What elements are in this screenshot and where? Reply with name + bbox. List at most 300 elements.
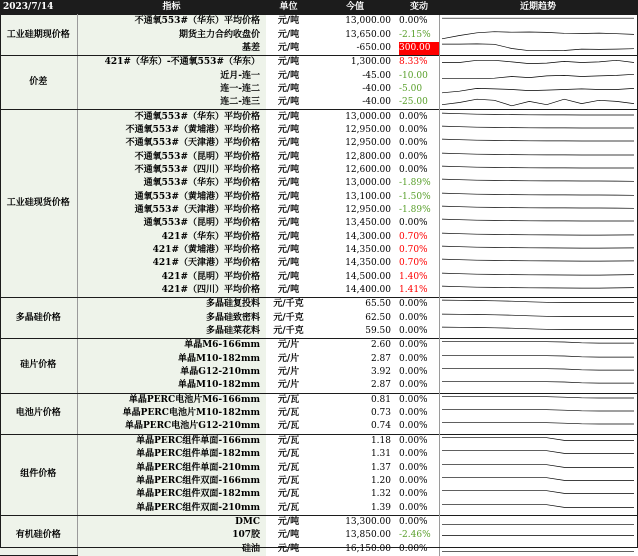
trend-sparkline-cell <box>439 124 637 137</box>
table-row <box>0 339 637 353</box>
change-cell: 0.00% <box>399 110 439 124</box>
table-row <box>0 353 637 366</box>
trend-line <box>442 300 634 303</box>
trend-sparkline-cell <box>439 434 637 448</box>
table-row <box>0 257 637 270</box>
trend-sparkline-cell <box>439 542 637 555</box>
value-cell: 62.50 <box>365 312 391 323</box>
trend-line <box>442 491 634 494</box>
table-row <box>0 15 637 29</box>
table-row <box>0 407 637 420</box>
change-cell: -1.89% <box>399 204 431 215</box>
trend-line <box>442 314 634 317</box>
indicator-cell: 421#（昆明）平均价格 <box>77 271 266 284</box>
table-row <box>0 177 637 190</box>
indicator-cell: DMC <box>77 515 266 529</box>
change-cell: 0.00% <box>399 408 428 419</box>
table-row <box>0 69 637 82</box>
indicator-cell: 多晶硅致密料 <box>77 312 266 325</box>
change-cell: -5.00 <box>399 83 423 94</box>
value-cell: -45.00 <box>362 70 391 81</box>
indicator-cell: 不通氧553#（黄埔港）平均价格 <box>77 124 266 137</box>
indicator-cell: 连二-连三 <box>77 96 266 110</box>
change-cell: 0.00% <box>399 218 428 229</box>
value-cell: 0.74 <box>370 421 391 432</box>
trend-sparkline-cell <box>439 298 637 312</box>
indicator-cell: 不通氧553#（天津港）平均价格 <box>77 137 266 150</box>
unit-cell: 元/吨 <box>277 83 300 94</box>
value-cell: 2.60 <box>311 339 399 353</box>
trend-line <box>442 74 634 78</box>
unit-cell: 元/瓦 <box>277 449 300 460</box>
trend-sparkline <box>440 325 636 338</box>
table-row <box>0 137 637 150</box>
table-row <box>0 325 637 339</box>
table-row <box>0 284 637 298</box>
value-cell: 16,150.00 <box>345 543 391 554</box>
unit-cell: 元/千克 <box>273 326 304 337</box>
indicator-cell: 421#（黄埔港）平均价格 <box>77 244 266 257</box>
trend-sparkline-cell <box>439 407 637 420</box>
change-cell: 0.70% <box>399 258 428 269</box>
change-cell: 0.00% <box>399 298 439 312</box>
indicator-cell: 通氧553#（昆明）平均价格 <box>77 217 266 230</box>
header-value: 今值 <box>311 0 399 15</box>
trend-sparkline <box>440 435 636 448</box>
table-row <box>0 501 637 515</box>
trend-sparkline-cell <box>439 475 637 488</box>
value-cell: 12,950.00 <box>345 204 391 215</box>
change-cell: 0.00% <box>399 326 428 337</box>
trend-line <box>442 88 634 92</box>
unit-cell: 元/吨 <box>277 271 300 282</box>
trend-sparkline-cell <box>439 284 637 298</box>
trend-line <box>442 126 634 128</box>
change-cell: 0.00% <box>399 393 439 407</box>
change-cell: -25.00 <box>399 97 428 108</box>
trend-line <box>442 166 634 168</box>
trend-sparkline-cell <box>439 312 637 325</box>
change-cell: 0.00% <box>399 462 428 473</box>
trend-sparkline <box>440 448 636 461</box>
trend-sparkline-cell <box>439 366 637 379</box>
indicator-cell: 不通氧553#（昆明）平均价格 <box>77 150 266 163</box>
trend-sparkline <box>440 177 636 190</box>
trend-sparkline <box>440 284 636 297</box>
unit-cell: 元/吨 <box>266 15 311 29</box>
value-cell: 14,300.00 <box>345 231 391 242</box>
indicator-cell: 单晶PERC电池片G12-210mm <box>77 420 266 434</box>
indicator-cell: 期货主力合约收盘价 <box>77 28 266 41</box>
trend-sparkline <box>440 312 636 325</box>
trend-line <box>442 478 634 481</box>
header-unit: 单位 <box>266 0 311 15</box>
value-cell: 1.20 <box>370 475 391 486</box>
indicator-cell: 基差 <box>77 42 266 56</box>
value-cell: 12,950.00 <box>345 138 391 149</box>
table-row <box>0 96 637 110</box>
unit-cell: 元/吨 <box>277 29 300 40</box>
trend-sparkline-cell <box>439 137 637 150</box>
table-row <box>0 379 637 393</box>
trend-sparkline <box>440 257 636 270</box>
unit-cell: 元/吨 <box>266 515 311 529</box>
indicator-cell: 单晶PERC组件双面-166mm <box>77 475 266 488</box>
trend-sparkline-cell <box>439 448 637 461</box>
value-cell: 1.31 <box>370 449 391 460</box>
value-cell: 13,450.00 <box>345 218 391 229</box>
trend-sparkline-cell <box>439 177 637 190</box>
change-cell: 1.40% <box>399 271 428 282</box>
change-cell: 0.00% <box>399 151 428 162</box>
table-row <box>0 190 637 203</box>
trend-sparkline-cell <box>439 488 637 501</box>
unit-cell: 元/吨 <box>277 97 300 108</box>
trend-sparkline-cell <box>439 110 637 124</box>
change-cell: 0.70% <box>399 231 428 242</box>
value-cell: 13,300.00 <box>311 515 399 529</box>
header-change: 变动 <box>399 0 439 15</box>
table-row <box>0 515 637 529</box>
value-cell: 14,500.00 <box>345 271 391 282</box>
trend-line <box>442 286 634 288</box>
trend-sparkline-cell <box>439 83 637 96</box>
trend-sparkline-cell <box>439 379 637 393</box>
unit-cell: 元/吨 <box>277 530 300 541</box>
header-trend: 近期趋势 <box>439 0 637 15</box>
trend-sparkline-cell <box>439 231 637 244</box>
indicator-cell: 107胶 <box>77 529 266 542</box>
unit-cell: 元/吨 <box>277 124 300 135</box>
indicator-cell: 不通氧553#（华东）平均价格 <box>77 15 266 29</box>
table-row <box>0 542 637 555</box>
table-row <box>0 312 637 325</box>
change-cell: 1.41% <box>399 285 428 296</box>
indicator-cell: 通氧553#（华东）平均价格 <box>77 177 266 190</box>
trend-sparkline <box>440 15 636 28</box>
change-cell: 0.00% <box>399 367 428 378</box>
trend-sparkline <box>440 204 636 217</box>
table-row <box>0 475 637 488</box>
indicator-cell: 单晶PERC电池片M6-166mm <box>77 393 266 407</box>
change-cell: 0.00% <box>399 164 428 175</box>
indicator-cell: 不通氧553#（四川）平均价格 <box>77 164 266 177</box>
trend-line <box>442 273 634 275</box>
unit-cell: 元/瓦 <box>277 421 300 432</box>
value-cell: 14,350.00 <box>345 245 391 256</box>
trend-sparkline <box>440 516 636 529</box>
table-row <box>0 150 637 163</box>
category-label: 硅片价格 <box>0 339 77 393</box>
value-cell: 13,000.00 <box>311 15 399 29</box>
change-cell: 8.33% <box>399 56 439 70</box>
unit-cell: 元/千克 <box>273 312 304 323</box>
trend-line <box>442 44 634 51</box>
indicator-cell: 单晶PERC组件双面-182mm <box>77 488 266 501</box>
trend-sparkline <box>440 543 636 556</box>
unit-cell: 元/吨 <box>277 191 300 202</box>
trend-line <box>442 327 634 330</box>
change-cell: 0.00% <box>399 502 428 513</box>
category-label: 组件价格 <box>0 434 77 515</box>
table-row <box>0 217 637 230</box>
trend-sparkline-cell <box>439 257 637 270</box>
change-cell: 0.00% <box>399 421 428 432</box>
table-row <box>0 42 637 56</box>
unit-cell: 元/吨 <box>277 70 300 81</box>
trend-sparkline <box>440 488 636 501</box>
table-row <box>0 420 637 434</box>
unit-cell: 元/瓦 <box>277 489 300 500</box>
table-row <box>0 204 637 217</box>
unit-cell: 元/瓦 <box>266 393 311 407</box>
unit-cell: 元/瓦 <box>277 462 300 473</box>
trend-line <box>442 504 634 507</box>
value-cell: 14,400.00 <box>345 285 391 296</box>
trend-line <box>442 342 634 343</box>
change-cell: 0.00% <box>399 489 428 500</box>
trend-sparkline <box>440 217 636 230</box>
trend-sparkline <box>440 191 636 204</box>
indicator-cell: 硅油 <box>77 542 266 555</box>
trend-sparkline-cell <box>439 96 637 110</box>
trend-sparkline-cell <box>439 353 637 366</box>
value-cell: 13,850.00 <box>345 530 391 541</box>
trend-sparkline-cell <box>439 461 637 474</box>
table-row <box>0 110 637 124</box>
trend-sparkline <box>440 271 636 284</box>
indicator-cell: 单晶PERC组件单面-182mm <box>77 448 266 461</box>
trend-sparkline <box>440 366 636 379</box>
header-row <box>0 0 637 15</box>
change-cell: 300.00 <box>399 42 439 56</box>
unit-cell: 元/片 <box>277 353 300 364</box>
unit-cell: 元/瓦 <box>277 408 300 419</box>
unit-cell: 元/瓦 <box>277 475 300 486</box>
table-row <box>0 298 637 312</box>
change-cell: 0.70% <box>399 245 428 256</box>
value-cell: -40.00 <box>362 97 391 108</box>
value-cell: -650.00 <box>356 42 391 53</box>
unit-cell: 元/吨 <box>277 164 300 175</box>
unit-cell: 元/吨 <box>277 231 300 242</box>
value-cell: 1.37 <box>370 462 391 473</box>
change-cell: 0.00% <box>399 339 439 353</box>
unit-cell: 元/千克 <box>266 298 311 312</box>
trend-sparkline-cell <box>439 244 637 257</box>
value-cell: 3.92 <box>370 367 391 378</box>
trend-line <box>442 410 634 411</box>
trend-sparkline <box>440 231 636 244</box>
category-label: 电池片价格 <box>0 393 77 434</box>
value-cell: 13,100.00 <box>345 191 391 202</box>
table-row <box>0 244 637 257</box>
table-row <box>0 461 637 474</box>
trend-sparkline <box>440 502 636 515</box>
trend-line <box>442 206 634 208</box>
trend-sparkline-cell <box>439 501 637 515</box>
trend-line <box>442 179 634 181</box>
category-label: 多晶硅价格 <box>0 298 77 339</box>
value-cell: 12,800.00 <box>345 151 391 162</box>
unit-cell: 元/吨 <box>277 258 300 269</box>
trend-sparkline <box>440 394 636 407</box>
trend-sparkline <box>440 339 636 352</box>
unit-cell: 元/吨 <box>277 218 300 229</box>
trend-line <box>442 233 634 235</box>
trend-line <box>442 113 634 115</box>
change-cell: 0.00% <box>399 434 439 448</box>
unit-cell: 元/片 <box>266 339 311 353</box>
header-date: 2023/7/14 <box>0 0 77 15</box>
table-row <box>0 231 637 244</box>
trend-line <box>442 193 634 195</box>
trend-sparkline <box>440 462 636 475</box>
table-row <box>0 271 637 284</box>
change-cell: 0.00% <box>399 543 428 554</box>
category-label: 有机硅价格 <box>0 515 77 556</box>
table-row <box>0 28 637 41</box>
value-cell: 13,650.00 <box>345 29 391 40</box>
change-cell: -1.89% <box>399 178 431 189</box>
table-row <box>0 393 637 407</box>
table-body <box>0 15 637 556</box>
trend-sparkline-cell <box>439 393 637 407</box>
indicator-cell: 单晶M6-166mm <box>77 339 266 353</box>
trend-line <box>442 153 634 155</box>
category-label: 价差 <box>0 56 77 110</box>
trend-sparkline-cell <box>439 164 637 177</box>
trend-line <box>442 382 634 383</box>
change-cell: -2.46% <box>399 530 431 541</box>
indicator-cell: 421#（华东）-不通氧553#（华东） <box>77 56 266 70</box>
trend-sparkline <box>440 164 636 177</box>
trend-sparkline-cell <box>439 69 637 82</box>
change-cell: -10.00 <box>399 70 428 81</box>
trend-sparkline-cell <box>439 339 637 353</box>
value-cell: 12,600.00 <box>345 164 391 175</box>
trend-sparkline <box>440 353 636 366</box>
trend-sparkline <box>440 151 636 164</box>
table-row <box>0 366 637 379</box>
indicator-cell: 多晶硅菜花料 <box>77 325 266 339</box>
value-cell: 65.50 <box>311 298 399 312</box>
trend-sparkline <box>440 137 636 150</box>
trend-line <box>442 369 634 370</box>
unit-cell: 元/吨 <box>277 138 300 149</box>
unit-cell: 元/吨 <box>277 543 300 554</box>
change-cell: -2.15% <box>399 29 431 40</box>
change-cell: 0.00% <box>399 138 428 149</box>
trend-line <box>442 61 634 64</box>
table-row <box>0 488 637 501</box>
trend-sparkline-cell <box>439 190 637 203</box>
indicator-cell: 单晶G12-210mm <box>77 366 266 379</box>
category-label: 工业硅现货价格 <box>0 110 77 298</box>
value-cell: 13,000.00 <box>311 110 399 124</box>
value-cell: 2.87 <box>370 353 391 364</box>
change-cell: 0.00% <box>399 124 428 135</box>
unit-cell: 元/片 <box>277 367 300 378</box>
trend-sparkline <box>440 244 636 257</box>
unit-cell: 元/吨 <box>277 245 300 256</box>
trend-sparkline-cell <box>439 271 637 284</box>
trend-sparkline <box>440 96 636 109</box>
indicator-cell: 通氧553#（天津港）平均价格 <box>77 204 266 217</box>
indicator-cell: 连一-连二 <box>77 83 266 96</box>
unit-cell: 元/吨 <box>277 151 300 162</box>
trend-sparkline-cell <box>439 42 637 56</box>
table-row <box>0 83 637 96</box>
trend-sparkline-cell <box>439 420 637 434</box>
indicator-cell: 421#（华东）平均价格 <box>77 231 266 244</box>
trend-sparkline-cell <box>439 529 637 542</box>
change-cell: 0.00% <box>399 515 439 529</box>
indicator-cell: 近月-连一 <box>77 69 266 82</box>
unit-cell: 元/吨 <box>266 110 311 124</box>
value-cell: -40.00 <box>362 83 391 94</box>
trend-sparkline <box>440 407 636 420</box>
table-row <box>0 56 637 70</box>
value-cell: 2.87 <box>370 380 391 391</box>
trend-sparkline <box>440 379 636 392</box>
trend-sparkline <box>440 298 636 311</box>
change-cell: -1.50% <box>399 191 431 202</box>
value-cell: 12,950.00 <box>345 124 391 135</box>
trend-line <box>442 464 634 467</box>
trend-sparkline-cell <box>439 150 637 163</box>
table-row <box>0 529 637 542</box>
trend-sparkline <box>440 124 636 137</box>
unit-cell: 元/吨 <box>277 42 300 53</box>
indicator-cell: 单晶PERC组件单面-166mm <box>77 434 266 448</box>
trend-sparkline-cell <box>439 217 637 230</box>
trend-sparkline <box>440 29 636 42</box>
value-cell: 0.73 <box>370 408 391 419</box>
indicator-cell: 单晶M10-182mm <box>77 379 266 393</box>
change-cell: 0.00% <box>399 353 428 364</box>
trend-sparkline <box>440 111 636 124</box>
trend-line <box>442 219 634 221</box>
trend-line <box>442 355 634 356</box>
value-cell: 0.81 <box>311 393 399 407</box>
table-row <box>0 164 637 177</box>
indicator-cell: 单晶PERC组件双面-210mm <box>77 501 266 515</box>
header-indicator: 指标 <box>77 0 266 15</box>
trend-line <box>442 246 634 248</box>
trend-line <box>442 99 634 106</box>
category-label: 工业硅期现价格 <box>0 15 77 56</box>
change-cell: 0.00% <box>399 15 439 29</box>
trend-line <box>442 396 634 397</box>
indicator-cell: 单晶PERC组件单面-210mm <box>77 461 266 474</box>
indicator-cell: 多晶硅复投料 <box>77 298 266 312</box>
value-cell: 13,000.00 <box>345 178 391 189</box>
indicator-cell: 不通氧553#（华东）平均价格 <box>77 110 266 124</box>
trend-line <box>442 259 634 261</box>
change-cell: 0.00% <box>399 475 428 486</box>
table-row <box>0 448 637 461</box>
value-cell: 14,350.00 <box>345 258 391 269</box>
trend-line <box>442 31 634 38</box>
indicator-cell: 421#（天津港）平均价格 <box>77 257 266 270</box>
trend-sparkline <box>440 42 636 55</box>
value-cell: 59.50 <box>365 326 391 337</box>
unit-cell: 元/吨 <box>277 285 300 296</box>
value-cell: 1,300.00 <box>311 56 399 70</box>
indicator-cell: 421#（四川）平均价格 <box>77 284 266 298</box>
trend-sparkline <box>440 475 636 488</box>
